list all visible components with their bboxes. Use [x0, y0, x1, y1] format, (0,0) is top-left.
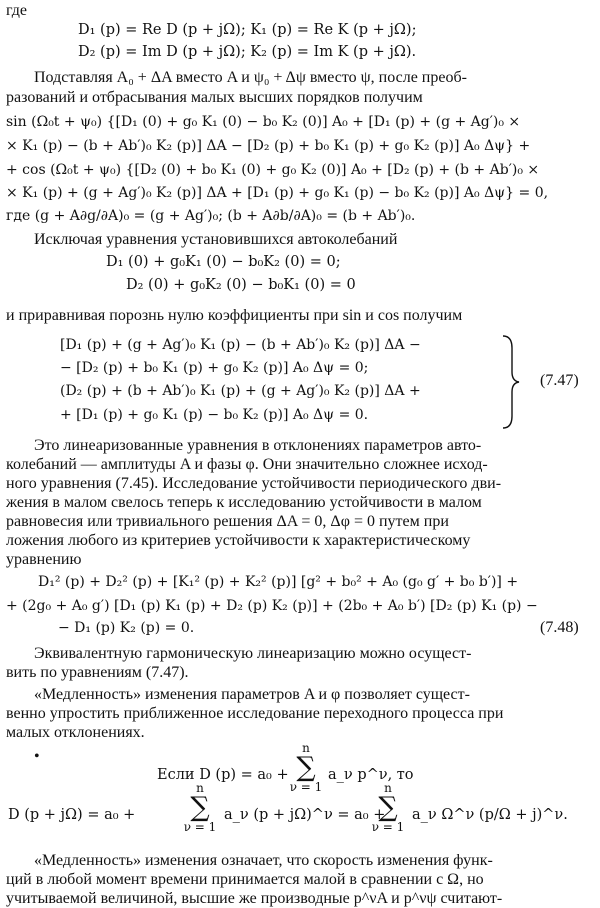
text-line: Подставляя A₀ + ΔA вместо A и ψ₀ + Δψ вместо ψ, после преоб- [34, 69, 467, 86]
equation-number: (7.47) [540, 372, 579, 389]
text-line: разований и отбрасывания малых высших порядков получим [6, 89, 423, 106]
formula-d1-k1: D₁ (p) = Re D (p + jΩ); K₁ (p) = Re K (p + jΩ); [78, 22, 417, 38]
formula-line: (D₂ (p) + (b + Ab′)₀ K₁ (p) + (g + Ag′)₀ K₂ (p)] ΔA + [60, 383, 421, 399]
text-line: Это линеаризованные уравнения в отклонениях параметров авто- [34, 437, 482, 454]
formula-line: [D₁ (p) + (g + Ag′)₀ K₁ (p) − (b + Ab′)₀ K₂ (p)] ΔA − [60, 337, 421, 353]
formula-line: + [D₁ (p) + g₀ K₁ (p) − b₀ K₂ (p)] A₀ Δψ = 0. [60, 407, 369, 423]
text-line: «Медленность» изменения параметров A и φ позволяет сущест- [34, 686, 470, 703]
formula-line: где (g + A∂g/∂A)₀ = (g + Ag′)₀; (b + A∂b/∂A)₀ = (b + Ab′)₀. [6, 208, 416, 224]
formula-line: Если D (p) = a₀ + [157, 767, 289, 783]
word-where: где [6, 2, 28, 19]
text-line: венно упростить приближенное исследование переходного процесса при [6, 705, 504, 722]
text-line: ложения любого из критериев устойчивости к характеристическому [6, 532, 471, 549]
text-line: жения в малом свелось теперь к исследованию устойчивости в малом [6, 494, 482, 511]
text-line: учитываемой величиной, высшие же производные p^νA и p^νψ считают- [6, 890, 503, 907]
formula-line: × K₁ (p) − (b + Ab′)₀ K₂ (p)] ΔA − [D₂ (p) + b₀ K₁ (p) + g₀ K₂ (p)] A₀ Δψ} + [6, 138, 531, 154]
formula-line: D₁² (p) + D₂² (p) + [K₁² (p) + K₂² (p)] [g² + b₀² + A₀ (g₀ g′ + b₀ b′)] + [38, 574, 519, 590]
right-brace-icon [500, 334, 522, 430]
formula-line: − [D₂ (p) + b₀ K₁ (p) + g₀ K₂ (p)] A₀ Δψ = 0; [60, 360, 369, 376]
text-line: ций в любой момент времени принимается малой в сравнении с Ω, но [6, 871, 484, 888]
text-line: колебаний — амплитуды A и фазы φ. Они значительно сложнее исход- [6, 456, 488, 473]
dot-mark: • [34, 748, 40, 765]
formula-line: + cos (Ω₀t + ψ₀) {[D₂ (0) + b₀ K₁ (0) + g₀ K₂ (0)] A₀ + [D₂ (p) + (b + Ab′)₀ × [6, 162, 540, 178]
text-line: равновесия или тривиального решения ΔA = 0, Δφ = 0 путем при [6, 513, 449, 530]
text-line: Эквивалентную гармоническую линеаризацию можно осущест- [34, 645, 472, 662]
text-line: Исключая уравнения установившихся автоколебаний [34, 231, 398, 248]
formula-line: D₁ (0) + g₀K₁ (0) − b₀K₂ (0) = 0; [106, 254, 341, 270]
formula-line: D₂ (0) + g₀K₂ (0) − b₀K₁ (0) = 0 [126, 277, 356, 293]
text-line: малых отклонениях. [6, 724, 145, 741]
formula-line: a_ν (p + jΩ)^ν = a₀ + [224, 807, 386, 823]
formula-line: + (2g₀ + A₀ g′) [D₁ (p) K₁ (p) + D₂ (p) K₂ (p)] + (2b₀ + A₀ b′) [D₂ (p) K₁ (p) − [6, 598, 538, 614]
formula-line: a_ν Ω^ν (p/Ω + j)^ν. [412, 807, 568, 823]
sum-symbol-icon: n ∑ ν = 1 [183, 781, 217, 834]
formula-line: D (p + jΩ) = a₀ + [8, 807, 136, 823]
equation-number: (7.48) [540, 619, 579, 636]
text-line: и приравнивая порознь нулю коэффициенты при sin и cos получим [6, 307, 463, 324]
formula-line: − D₁ (p) K₂ (p) = 0. [58, 620, 195, 636]
formula-line: × K₁ (p) + (g + Ag′)₀ K₂ (p)] ΔA + [D₁ (p) + g₀ K₁ (p) − b₀ K₂ (p)] A₀ Δψ} = 0, [6, 185, 549, 201]
formula-line: sin (Ω₀t + ψ₀) {[D₁ (0) + g₀ K₁ (0) − b₀ K₂ (0)] A₀ + [D₁ (p) + (g + Ag′)₀ × [6, 114, 521, 130]
formula-line: a_ν p^ν, то [328, 767, 414, 783]
text-line: «Медленность» изменения означает, что скорость изменения функ- [34, 852, 493, 869]
text-line: ного уравнения (7.45). Исследование устойчивости периодического дви- [6, 475, 502, 492]
formula-d2-k2: D₂ (p) = Im D (p + jΩ); K₂ (p) = Im K (p + jΩ). [78, 44, 417, 60]
text-line: вить по уравнениям (7.47). [6, 664, 189, 681]
sum-symbol-icon: n ∑ ν = 1 [289, 741, 323, 794]
text-line: уравнению [6, 551, 82, 568]
sum-symbol-icon: n ∑ ν = 1 [371, 781, 405, 834]
